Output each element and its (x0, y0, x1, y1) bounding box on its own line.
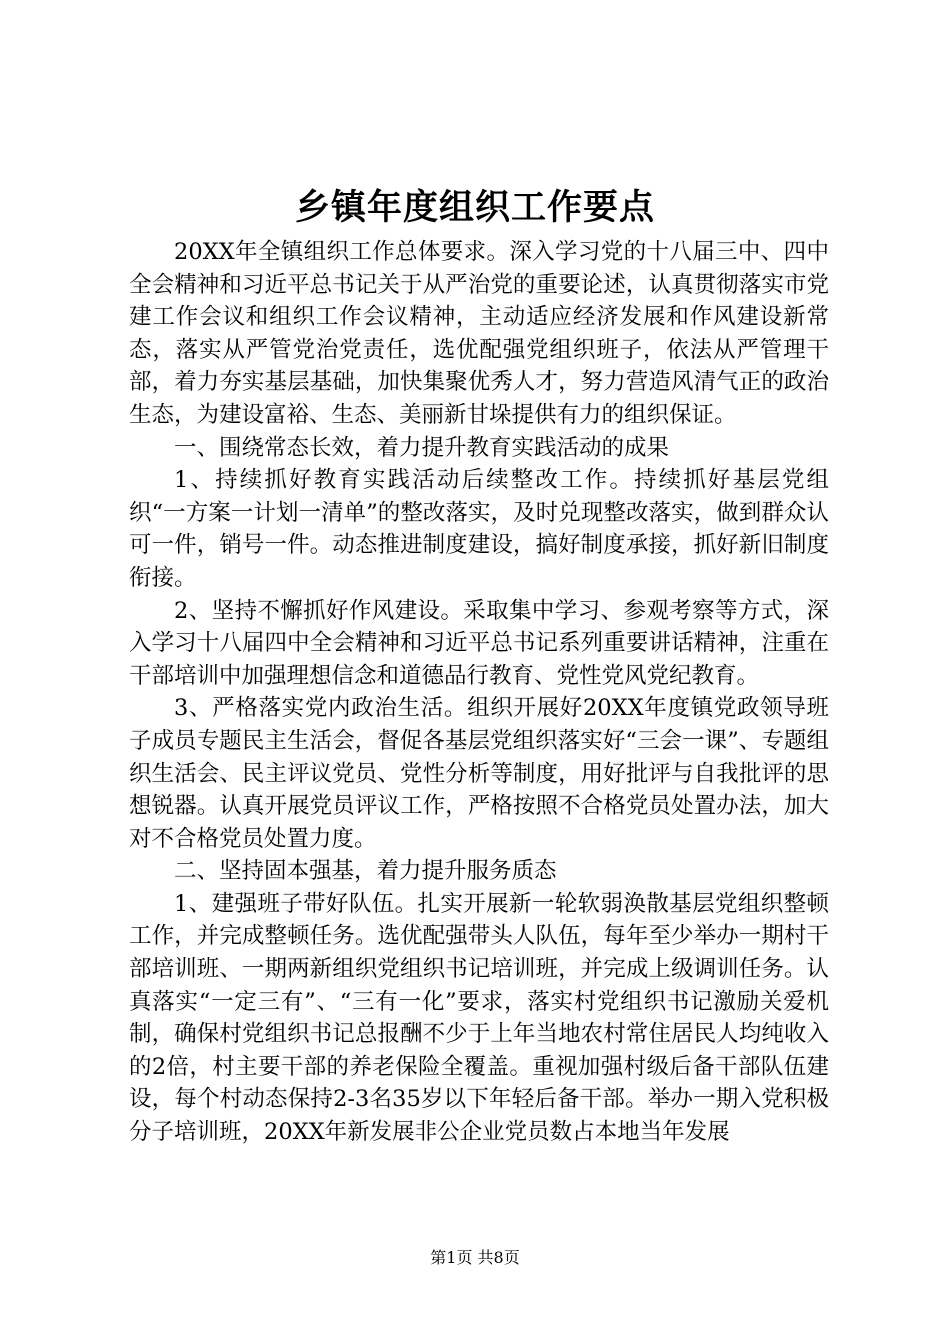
paragraph-intro: 20XX年全镇组织工作总体要求。深入学习党的十八届三中、四中全会精神和习近平总书记关于从严治党的重要论述，认真贯彻落实市党建工作会议和组织工作会议精神，主动适应经济发展和作风建设新常态，落实从严管党治党责任，选优配强党组织班子，依法从严管理干部，着力夯实基层基础，加快集聚优秀人才，努力营造风清气正的政治生态，为建设富裕、生态、美丽新甘垛提供有力的组织保证。 (129, 239, 829, 428)
page-footer: 第1页 共8页 (430, 1248, 520, 1267)
section-heading-1: 一、围绕常态长效，着力提升教育实践活动的成果 (174, 434, 670, 461)
section-heading-2: 二、坚持固本强基，着力提升服务质态 (174, 858, 557, 885)
paragraph-item: 2、坚持不懈抓好作风建设。采取集中学习、参观考察等方式，深入学习十八届四中全会精神和习近平总书记系列重要讲话精神，注重在干部培训中加强理想信念和道德品行教育、党性党风党纪教育。 (129, 597, 829, 689)
paragraph-item: 1、持续抓好教育实践活动后续整改工作。持续抓好基层党组织“一方案一计划一清单”的整改落实，及时兑现整改落实，做到群众认可一件，销号一件。动态推进制度建设，搞好制度承接，抓好新旧制度衔接。 (129, 467, 829, 591)
document-body (129, 236, 829, 1149)
paragraph-item: 3、严格落实党内政治生活。组织开展好20XX年度镇党政领导班子成员专题民主生活会，督促各基层党组织落实好“三会一课”、专题组织生活会、民主评议党员、党性分析等制度，用好批评与自我批评的思想锐器。认真开展党员评议工作，严格按照不合格党员处置办法，加大对不合格党员处置力度。 (129, 695, 829, 852)
paragraph-item: 1、建强班子带好队伍。扎实开展新一轮软弱涣散基层党组织整顿工作，并完成整顿任务。选优配强带头人队伍，每年至少举办一期村干部培训班、一期两新组织党组织书记培训班，并完成上级调训任务。认真落实“一定三有”、“三有一化”要求，落实村党组织书记激励关爱机制，确保村党组织书记总报酬不少于上年当地农村常住居民人均纯收入的2倍，村主要干部的养老保险全覆盖。重视加强村级后备干部队伍建设，每个村动态保持2-3名35岁以下年轻后备干部。举办一期入党积极分子培训班，20XX年新发展非公企业党员数占本地当年发展 (129, 890, 829, 1146)
document-title: 乡镇年度组织工作要点 (294, 187, 655, 228)
